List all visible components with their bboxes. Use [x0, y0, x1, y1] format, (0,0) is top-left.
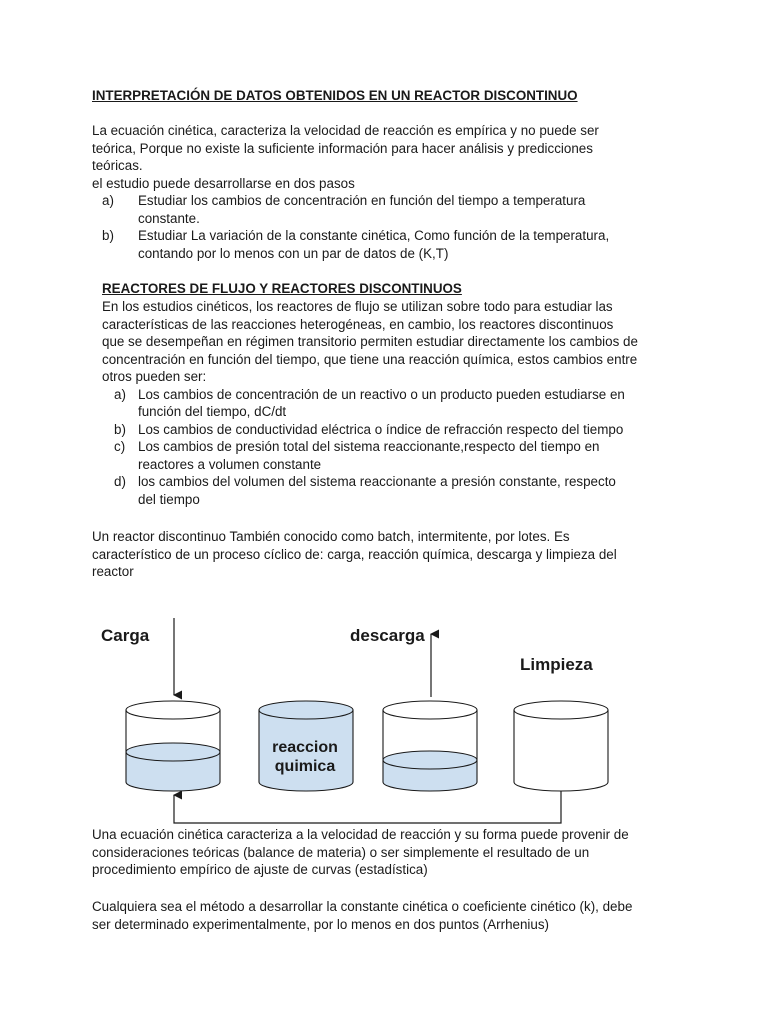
list-text: Los cambios de presión total del sistema reaccionante,respecto del tiempo en	[138, 439, 600, 454]
list-text: constante.	[138, 210, 200, 226]
text-line: Una ecuación cinética caracteriza a la velocidad de reacción y su forma puede provenir de	[92, 827, 629, 842]
text-line: Un reactor discontinuo También conocido como batch, intermitente, por lotes. Es	[92, 529, 570, 544]
list-marker: a)	[102, 193, 114, 208]
list-marker: d)	[114, 474, 126, 489]
list-text: contando por lo menos con un par de datos de (K,T)	[138, 245, 449, 261]
return-arrow	[174, 791, 561, 823]
text-line: ser determinado experimentalmente, por lo menos en dos puntos (Arrhenius)	[92, 916, 550, 932]
text-line: otros pueden ser:	[102, 369, 207, 384]
text-line: características de las reacciones heterogéneas, en cambio, los reactores discontinuos	[102, 316, 614, 332]
text-line: característico de un proceso cíclico de: carga, reacción química, descarga y limpieza del	[92, 546, 617, 562]
list-item	[92, 192, 692, 227]
list-text: Estudiar La variación de la constante cinética, Como función de la temperatura,	[138, 228, 610, 243]
list-text: función del tiempo, dC/dt	[138, 404, 287, 419]
closing-paragraph	[92, 898, 692, 933]
text-line: En los estudios cinéticos, los reactores de flujo se utilizan sobre todo para estudiar las	[102, 299, 613, 314]
list-text: Los cambios de conductividad eléctrica o índice de refracción respecto del tiempo	[138, 421, 624, 437]
text-line: teóricas.	[92, 158, 143, 173]
cylinder-descarga	[383, 701, 477, 791]
text-line: consideraciones teóricas (balance de materia) o ser simplemente el resultado de un	[92, 844, 590, 860]
list-marker: a)	[114, 386, 126, 402]
cylinder-limpieza	[514, 701, 608, 791]
list-item	[92, 227, 692, 262]
list-item	[102, 473, 702, 508]
text-line: La ecuación cinética, caracteriza la velocidad de reacción es empírica y no puede ser	[92, 123, 599, 138]
batch-cycle-diagram	[0, 600, 768, 830]
label-limpieza: Limpieza	[520, 655, 593, 674]
list-marker: b)	[114, 421, 126, 437]
text-line: reactor	[92, 564, 134, 579]
list-item	[102, 386, 702, 421]
text-line: procedimiento empírico de ajuste de curvas (estadística)	[92, 862, 428, 877]
text-line: teórica, Porque no existe la suficiente información para hacer análisis y predicciones	[92, 140, 593, 156]
reaction-label-line1: reaccion	[272, 739, 338, 756]
list-marker: b)	[102, 228, 114, 243]
text-line: concentración en función del tiempo, que tiene una reacción química, estos cambios entre	[102, 351, 638, 367]
list-text: del tiempo	[138, 491, 200, 507]
list-marker: c)	[114, 439, 126, 454]
list-text: Estudiar los cambios de concentración en función del tiempo a temperatura	[138, 193, 586, 208]
label-carga: Carga	[101, 626, 150, 645]
text-line: el estudio puede desarrollarse en dos pasos	[92, 175, 355, 191]
list-text: reactores a volumen constante	[138, 456, 322, 472]
text-line: que se desempeñan en régimen transitorio permiten estudiar directamente los cambios de	[102, 334, 638, 349]
cylinder-reaccion	[259, 701, 353, 791]
list-text: Los cambios de concentración de un reactivo o un producto pueden estudiarse en	[138, 386, 625, 402]
page-title: INTERPRETACIÓN DE DATOS OBTENIDOS EN UN REACTOR DISCONTINUO	[92, 88, 578, 103]
batch-paragraph	[92, 528, 692, 581]
equation-paragraph	[92, 826, 692, 879]
reaction-label-line2: quimica	[274, 758, 336, 775]
list-item	[102, 421, 702, 439]
intro-paragraph	[92, 122, 692, 262]
section-heading: REACTORES DE FLUJO Y REACTORES DISCONTINUOS	[102, 281, 462, 296]
flow-paragraph	[102, 298, 702, 508]
list-item	[102, 438, 702, 473]
cylinder-carga	[126, 701, 220, 791]
list-text: los cambios del volumen del sistema reaccionante a presión constante, respecto	[138, 474, 616, 489]
text-line: Cualquiera sea el método a desarrollar la constante cinética o coeficiente cinético (k), debe	[92, 899, 633, 914]
label-descarga: descarga	[350, 626, 425, 645]
